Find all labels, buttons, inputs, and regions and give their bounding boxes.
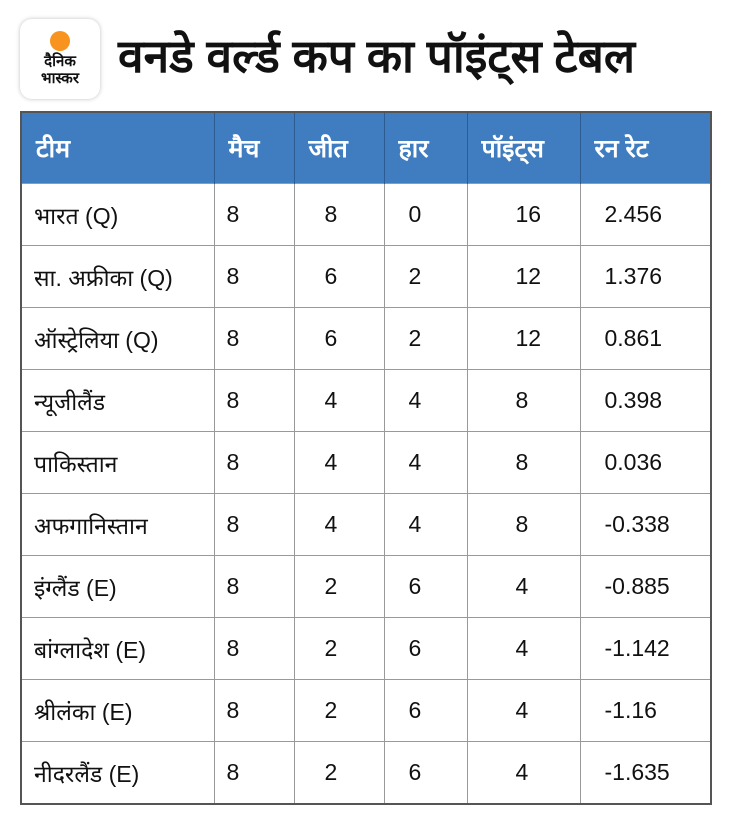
- cell-won: 2: [294, 680, 384, 742]
- cell-won: 6: [294, 308, 384, 370]
- table-row: [21, 680, 711, 742]
- header-team: टीम: [21, 112, 214, 184]
- table-row: [21, 742, 711, 805]
- cell-team: बांग्लादेश (E): [21, 618, 214, 680]
- cell-matches: 8: [214, 184, 294, 246]
- cell-matches: 8: [214, 308, 294, 370]
- cell-team: इंग्लैंड (E): [21, 556, 214, 618]
- cell-matches: 8: [214, 680, 294, 742]
- cell-team: नीदरलैंड (E): [21, 742, 214, 805]
- cell-won: 6: [294, 246, 384, 308]
- cell-team: अफगानिस्तान: [21, 494, 214, 556]
- cell-points: 4: [467, 556, 580, 618]
- cell-won: 2: [294, 618, 384, 680]
- cell-lost: 4: [384, 432, 467, 494]
- cell-team: पाकिस्तान: [21, 432, 214, 494]
- cell-matches: 8: [214, 556, 294, 618]
- logo-line2: भास्कर: [41, 70, 79, 87]
- cell-matches: 8: [214, 742, 294, 805]
- cell-points: 8: [467, 432, 580, 494]
- cell-net-run-rate: 0.036: [580, 432, 711, 494]
- cell-net-run-rate: -1.142: [580, 618, 711, 680]
- cell-won: 2: [294, 742, 384, 805]
- cell-matches: 8: [214, 432, 294, 494]
- header-matches: मैच: [214, 112, 294, 184]
- table-row: [21, 184, 711, 246]
- cell-net-run-rate: -0.885: [580, 556, 711, 618]
- cell-points: 4: [467, 618, 580, 680]
- cell-points: 4: [467, 742, 580, 805]
- header-points: पॉइंट्स: [467, 112, 580, 184]
- table-row: [21, 246, 711, 308]
- cell-won: 4: [294, 494, 384, 556]
- cell-net-run-rate: 0.861: [580, 308, 711, 370]
- header-net-run-rate: रन रेट: [580, 112, 711, 184]
- cell-team: न्यूजीलैंड: [21, 370, 214, 432]
- cell-team: भारत (Q): [21, 184, 214, 246]
- cell-lost: 0: [384, 184, 467, 246]
- cell-points: 4: [467, 680, 580, 742]
- cell-matches: 8: [214, 370, 294, 432]
- cell-points: 12: [467, 246, 580, 308]
- cell-lost: 2: [384, 246, 467, 308]
- table-row: [21, 494, 711, 556]
- table-row: [21, 432, 711, 494]
- cell-points: 12: [467, 308, 580, 370]
- cell-won: 8: [294, 184, 384, 246]
- logo-line1: दैनिक: [44, 53, 76, 70]
- cell-net-run-rate: -1.635: [580, 742, 711, 805]
- cell-won: 4: [294, 432, 384, 494]
- cell-points: 16: [467, 184, 580, 246]
- cell-team: ऑस्ट्रेलिया (Q): [21, 308, 214, 370]
- sun-icon: [50, 31, 70, 51]
- cell-net-run-rate: 2.456: [580, 184, 711, 246]
- cell-net-run-rate: -0.338: [580, 494, 711, 556]
- table-row: [21, 618, 711, 680]
- cell-won: 4: [294, 370, 384, 432]
- table-row: [21, 370, 711, 432]
- cell-matches: 8: [214, 618, 294, 680]
- page-title: वनडे वर्ल्ड कप का पॉइंट्स टेबल: [118, 30, 636, 82]
- header-won: जीत: [294, 112, 384, 184]
- header-row: [21, 112, 711, 184]
- header-lost: हार: [384, 112, 467, 184]
- cell-net-run-rate: 1.376: [580, 246, 711, 308]
- cell-team: सा. अफ्रीका (Q): [21, 246, 214, 308]
- cell-won: 2: [294, 556, 384, 618]
- cell-matches: 8: [214, 494, 294, 556]
- cell-lost: 6: [384, 742, 467, 805]
- table-row: [21, 308, 711, 370]
- points-table: [20, 111, 712, 805]
- cell-lost: 6: [384, 556, 467, 618]
- cell-lost: 6: [384, 680, 467, 742]
- dainik-bhaskar-logo: [20, 19, 100, 99]
- cell-lost: 4: [384, 494, 467, 556]
- cell-matches: 8: [214, 246, 294, 308]
- cell-points: 8: [467, 494, 580, 556]
- table-row: [21, 556, 711, 618]
- cell-points: 8: [467, 370, 580, 432]
- cell-lost: 4: [384, 370, 467, 432]
- cell-net-run-rate: 0.398: [580, 370, 711, 432]
- cell-net-run-rate: -1.16: [580, 680, 711, 742]
- cell-team: श्रीलंका (E): [21, 680, 214, 742]
- cell-lost: 6: [384, 618, 467, 680]
- cell-lost: 2: [384, 308, 467, 370]
